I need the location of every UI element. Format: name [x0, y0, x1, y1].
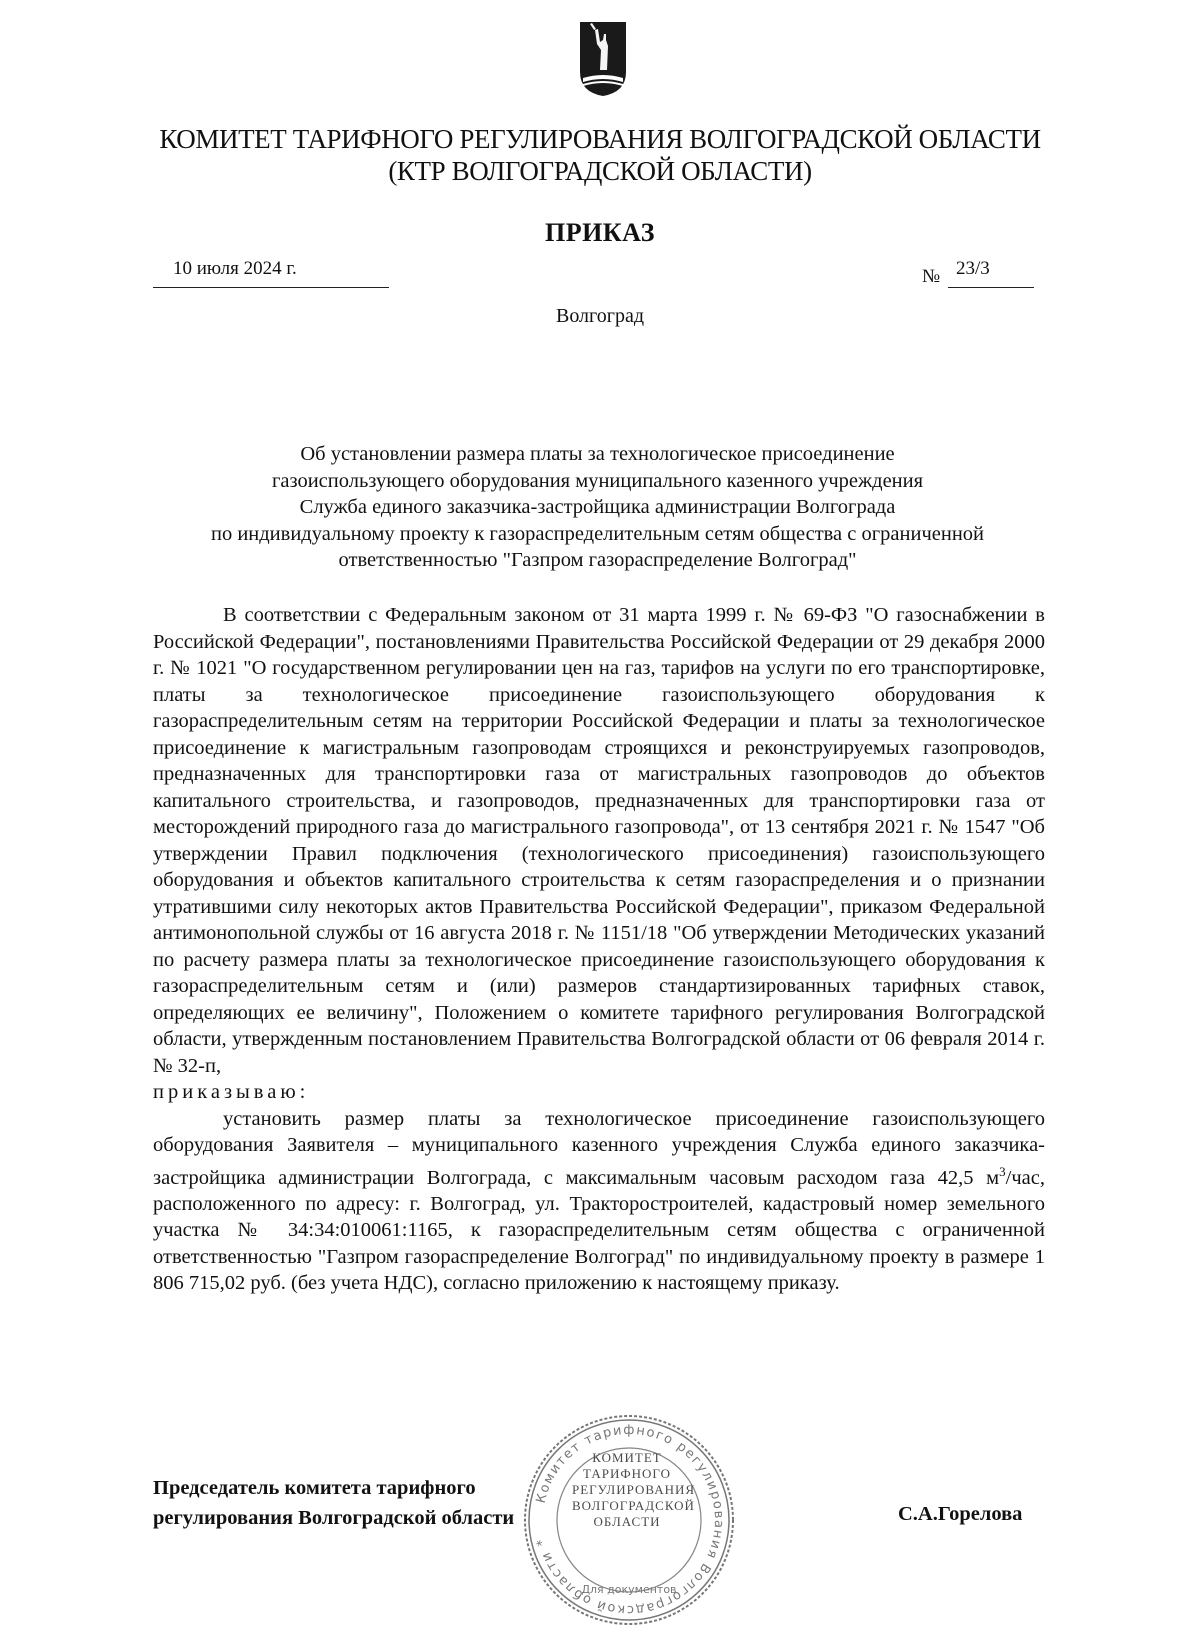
signatory-name: С.А.Горелова — [898, 1503, 1023, 1525]
seal-line: ОБЛАСТИ — [593, 1514, 661, 1529]
document-number: 23/3 — [948, 258, 1034, 288]
signatory-position — [153, 1473, 514, 1533]
document-city: Волгоград — [555, 305, 645, 327]
position-line: регулирования Волгоградской области — [153, 1507, 515, 1529]
organization-abbreviation: (КТР ВОЛГОГРАДСКОЙ ОБЛАСТИ) — [388, 156, 812, 186]
decision-text-part2: /час, расположенного по адресу: г. Волгоград, ул. Тракторостроителей, кадастровый номер земельного участка № 34:34:010061:1165, к газораспределительным сетям общества с ограниченной ответственностью "Газпром газораспределение Волгоград" по индивидуальному проекту в размере 1 806 715,02 руб. (без учета НДС), согласно приложению к настоящему приказу. — [153, 1166, 1045, 1295]
number-sign: № — [922, 266, 941, 287]
subject-line: Служба единого заказчика-застройщика администрации Волгограда — [299, 496, 896, 518]
seal-line: КОМИТЕТ — [592, 1450, 662, 1465]
unit-superscript: 3 — [999, 1163, 1006, 1179]
svg-text:Для документов: Для документов — [581, 1583, 677, 1596]
order-word: приказываю: — [153, 1081, 310, 1103]
svg-text:Комитет тарифного регулировани: Комитет тарифного регулирования Волгоградской области * — [533, 1422, 727, 1618]
preamble-paragraph — [153, 602, 1045, 1079]
seal-line: ТАРИФНОГО — [583, 1466, 671, 1481]
order-word-paragraph — [153, 1079, 1045, 1106]
decision-text-part1: установить размер платы за технологическое присоединение газоиспользующего оборудования Заявителя – муниципального казенного учреждения Служба единого заказчика-застройщика администрации Волгограда, с максимальным часовым расходом газа 42,5 м — [153, 1107, 1045, 1189]
seal-line: ВОЛГОГРАДСКОЙ — [572, 1498, 695, 1513]
document-body — [153, 602, 1045, 1297]
subject-line: Об установлении размера платы за технологическое присоединение — [300, 443, 895, 465]
subject-line: по индивидуальному проекту к газораспределительным сетям общества с ограниченной — [210, 522, 985, 545]
document-type-title: ПРИКАЗ — [544, 218, 656, 247]
position-line: Председатель комитета тарифного — [153, 1477, 476, 1499]
document-subject — [150, 441, 1045, 574]
volgograd-emblem-icon — [578, 20, 628, 98]
document-date: 10 июля 2024 г. — [153, 258, 389, 288]
seal-center-text — [572, 1450, 696, 1530]
subject-line: газоиспользующего оборудования муниципального казенного учреждения — [271, 469, 924, 492]
preamble-text: В соответствии с Федеральным законом от 31 марта 1999 г. № 69-ФЗ "О газоснабжении в Российской Федерации", постановлениями Правительства Российской Федерации от 29 декабря 2000 г. № 1021 "О государственном регулировании цен на газ, тарифов на услуги по его транспортировке, платы за технологическое присоединение газоиспользующего оборудования к газораспределительным сетям на территории Российской Федерации и платы за технологическое присоединение к магистральным газопроводам строящихся и реконструируемых газопроводов, предназначенных для транспортировки газа от магистральных газопроводов до объектов капитального строительства, и газопроводов, предназначенных для транспортировки газа от месторождений природного газа до магистрального газопровода", от 13 сентября 2021 г. № 1547 "Об утверждении Правил подключения (технологического присоединения) газоиспользующего оборудования и объектов капитального строительства к сетям газораспределения и о признании утратившими силу некоторых актов Правительства Российской Федерации", приказом Федеральной антимонопольной службы от 16 августа 2018 г. № 1151/18 "Об утверждении Методических указаний по расчету размера платы за технологическое присоединение газоиспользующего оборудования к газораспределительным сетям и (или) размеров стандартизированных тарифных ставок, определяющих ее величину", Положением о комитете тарифного регулирования Волгоградской области, утвержденным постановлением Правительства Волгоградской области от 06 февраля 2014 г. № 32-п, — [153, 604, 1045, 1077]
subject-line: ответственностью "Газпром газораспределение Волгоград" — [338, 549, 857, 571]
seal-line: РЕГУЛИРОВАНИЯ — [572, 1482, 696, 1497]
organization-name: КОМИТЕТ ТАРИФНОГО РЕГУЛИРОВАНИЯ ВОЛГОГРАДСКОЙ ОБЛАСТИ — [159, 124, 1041, 154]
decision-paragraph — [153, 1106, 1045, 1297]
